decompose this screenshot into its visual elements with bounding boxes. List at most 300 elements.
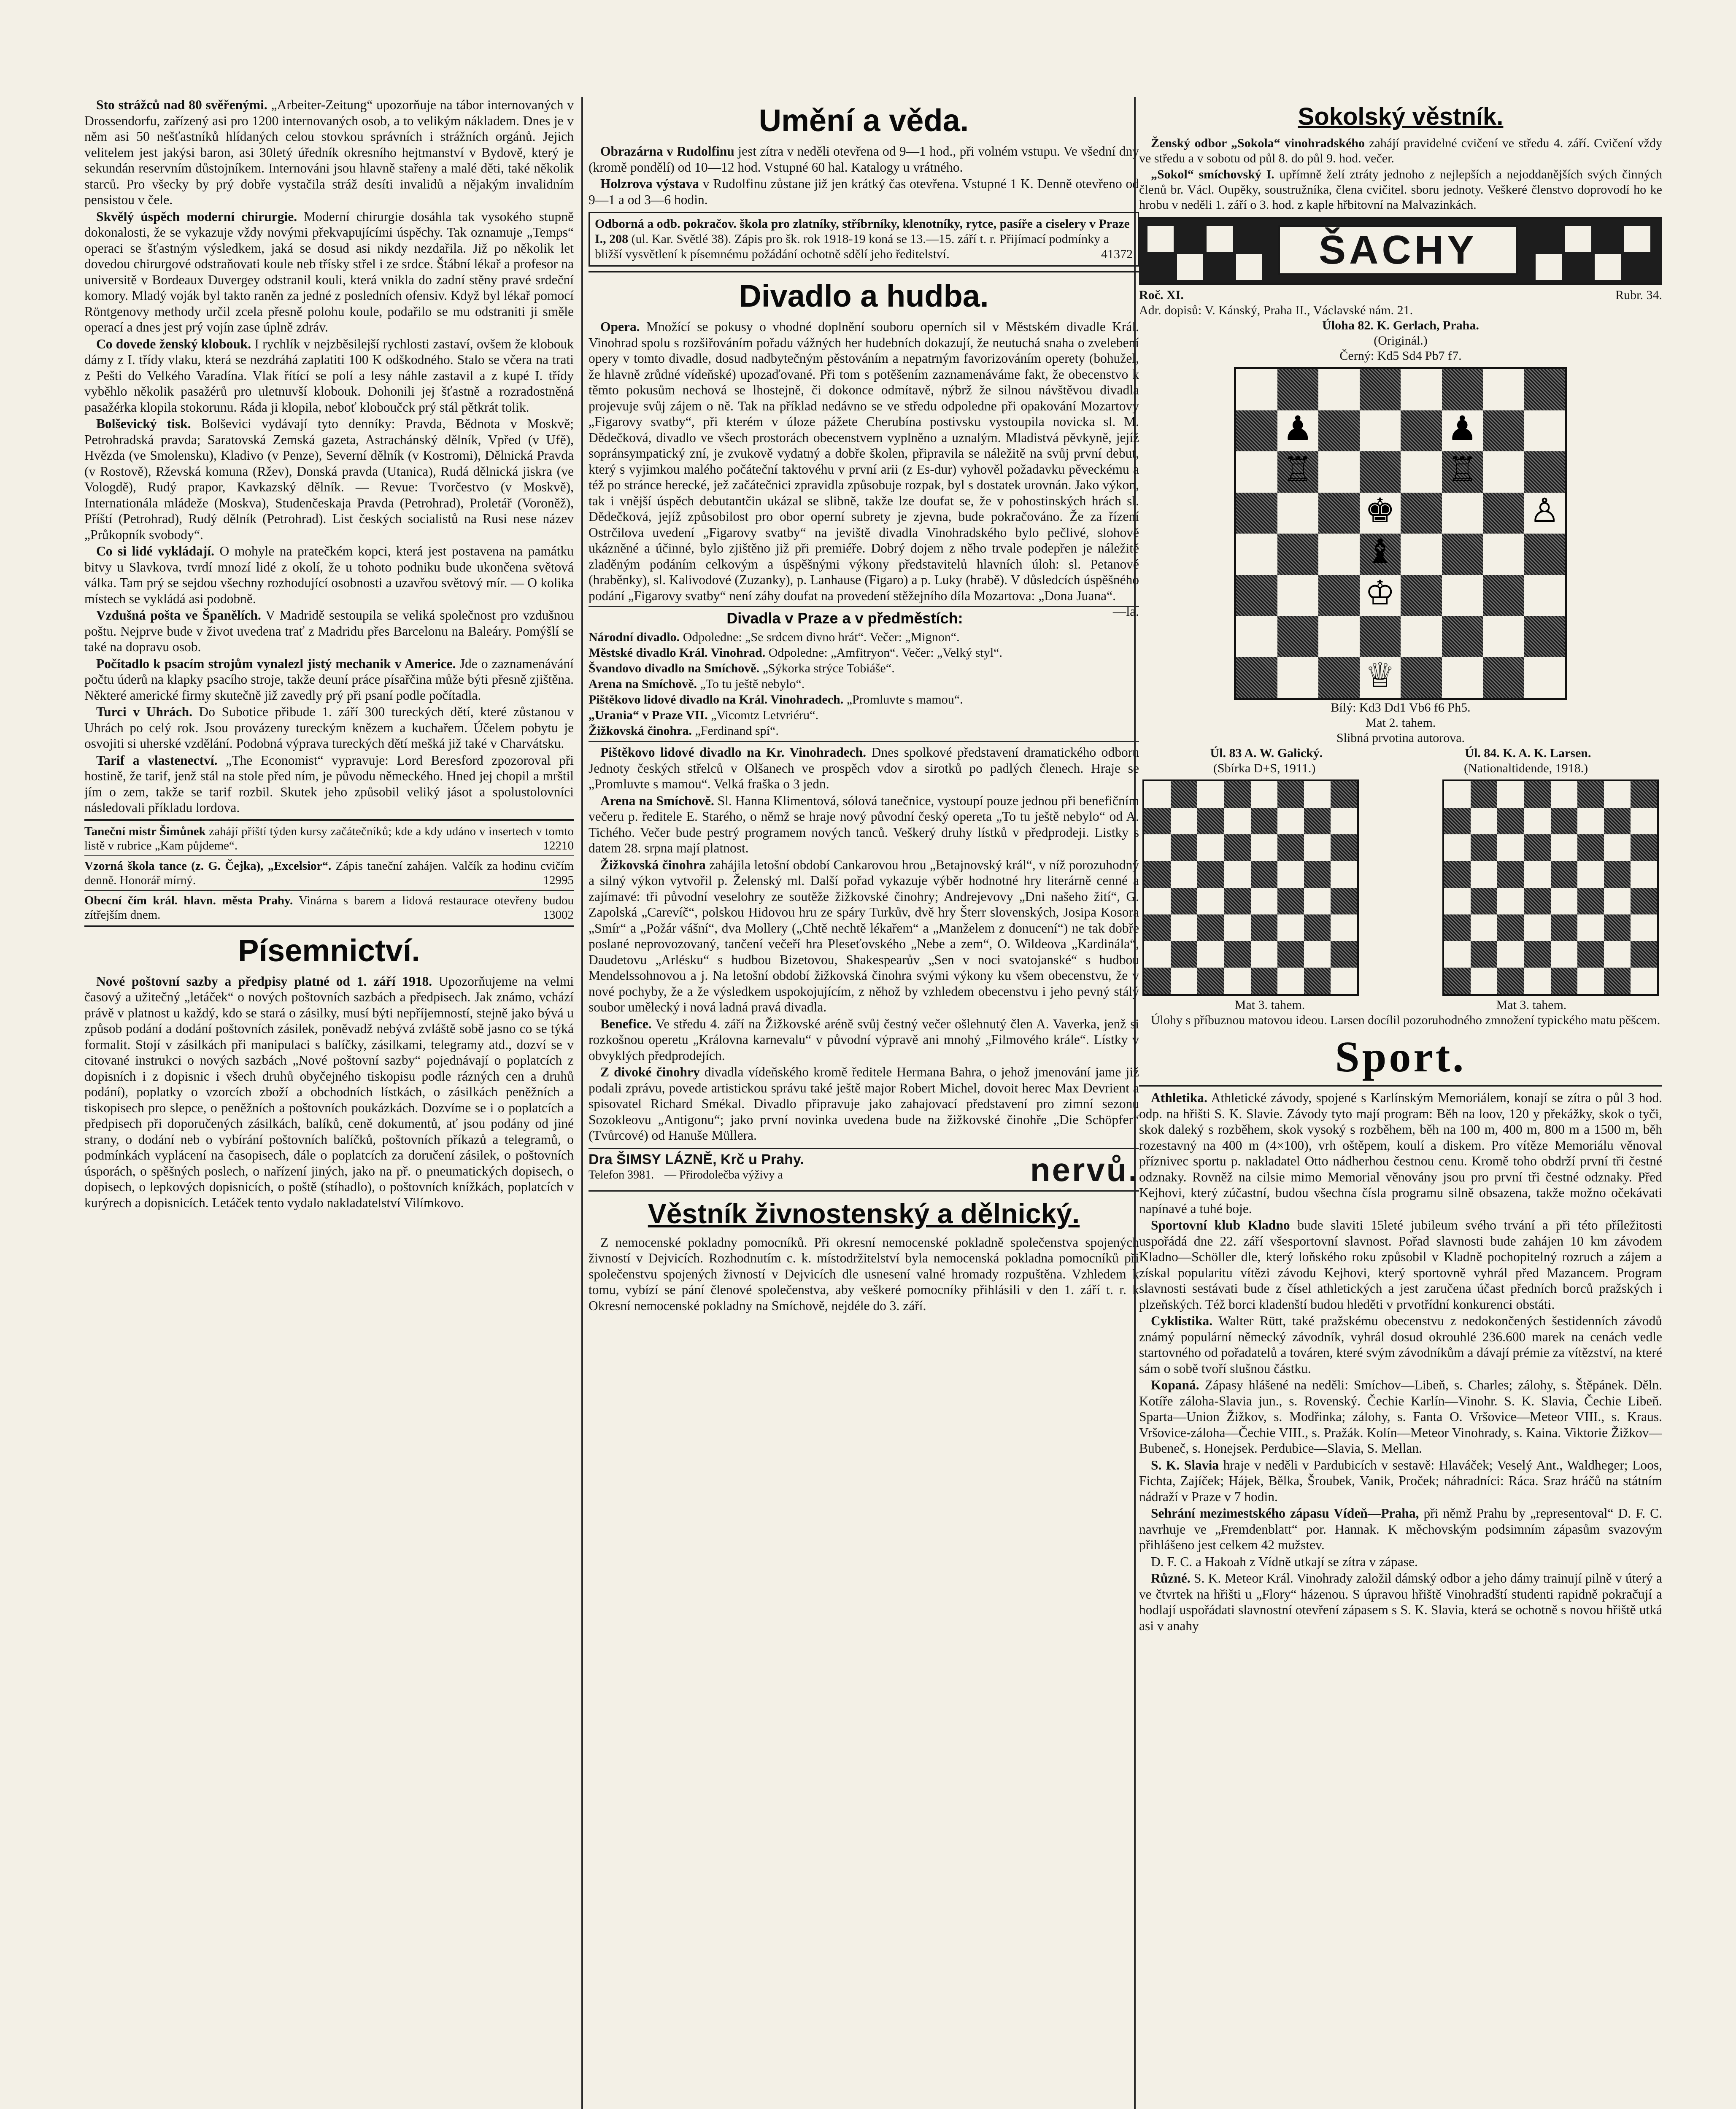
chess-square (1604, 861, 1631, 887)
chess-square (1631, 834, 1657, 861)
chess-square (1631, 781, 1657, 808)
chess-square (1144, 834, 1171, 861)
chess-square (1604, 968, 1631, 994)
chess-square (1144, 941, 1171, 968)
chess-square (1577, 808, 1604, 834)
classified-ad (84, 893, 574, 922)
chess-square (1483, 616, 1524, 657)
chess-square (1277, 914, 1304, 941)
chess-problem-83-mate: Mat 3. tahem. (1234, 998, 1305, 1012)
chess-square (1551, 888, 1577, 914)
chess-square (1236, 534, 1277, 575)
chess-piece-icon: ♟ (1282, 408, 1313, 448)
banner-square (1207, 226, 1233, 252)
chess-square (1604, 834, 1631, 861)
sokol-list (1139, 136, 1662, 213)
banner-square (1147, 226, 1174, 252)
article-text: v Rudolfinu zůstane již jen krátký čas otevřena. Vstupné 1 K. Denně otevřeno od 9—1 a od 3—6 hodin. (589, 176, 1139, 207)
chess-square (1331, 888, 1357, 914)
chess-square (1144, 781, 1171, 808)
chess-square (1304, 808, 1331, 834)
article-lead: Sto strážců nad 80 svěřenými. (96, 97, 267, 112)
chess-square (1444, 888, 1471, 914)
theatre-name: „Urania“ v Praze VII. (589, 708, 708, 722)
chess-piece-icon: ♔ (1365, 573, 1396, 612)
chess-square (1497, 888, 1524, 914)
column-middle (589, 97, 1139, 2109)
article-lead: Sportovní klub Kladno (1151, 1218, 1290, 1232)
chess-square (1236, 493, 1277, 534)
article-text: Upozorňujeme na velmi časový a užitečný „letáček“ o nových poštovních sazbách a předpisech. Jak známo, vchází právě v platnost u každý, kdo se stará o zásilky, musí býti nepříjemností, stejně jako bývá u způsob podání a dodání poštovních zásilek, poněvadž nebývá zvláště sobě jasno co se týká formalit. Stojí v zásilkách při manipulaci s balíčky, zásilkami, telegramy atd., dozví se v citované instrukci o nových sazbách „Nové poštovní sazby“ pojednávají o poplatcích z dopisních i z dopisnic i všech druhů obyčejného tiskopisu podle rázných cen a druhů podání), poplatky o vzorcích zboží a obchodních lístkách, o zásilkách peněžních a tiskopisech pro slepce, o peněžních a poštovních poukázkách. Dozvíme se i o poplatcích a předpisech při doporučených zásilkách, balíků, ceně dokumentů, ať jsou podány od jiné strany, o dodání neb o vybírání poštovních balíčků, poštovních příkazů a telegramů, o podmínkách vyplácení na časopisech, dále o poplatcích za doručení zásilek, o poštovních úsporách, o spěšných poslech, o nařízení jiných, jako na př. o pneumatických dopisech, o dopisech, o lepkových dopisnicích, o poště (stíhadlo), o poštovních knížkách, poplatcích v kurýrech a dopisnicích. Letáček tento vydalo nakladatelství Vilímkovo. (84, 974, 574, 1210)
chess-square (1224, 941, 1250, 968)
chess-square (1197, 914, 1224, 941)
chess-square (1401, 451, 1442, 493)
article (1139, 1090, 1662, 1216)
chess-square (1524, 575, 1566, 616)
theatre-show: „Vicomtz Letvriéru“. (711, 708, 818, 722)
chess-square (1524, 968, 1550, 994)
ad-lead: Obecní čím král. hlavn. města Prahy. (84, 893, 293, 907)
article-lead: Turci v Uhrách. (96, 704, 192, 719)
article (1139, 1554, 1662, 1570)
chess-square (1251, 914, 1277, 941)
chess-square (1251, 861, 1277, 887)
article (589, 1016, 1139, 1064)
chess-square (1483, 657, 1524, 699)
chess-square (1304, 888, 1331, 914)
chess-square (1304, 781, 1331, 808)
chess-rubric (1139, 288, 1662, 303)
article (84, 543, 574, 607)
chess-square (1331, 941, 1357, 968)
article (589, 793, 1139, 856)
chess-square (1577, 834, 1604, 861)
chess-square (1401, 410, 1442, 452)
article (84, 416, 574, 542)
chess-square (1318, 575, 1360, 616)
chess-square (1251, 781, 1277, 808)
article-lead: Obrazárna v Rudolfinu (600, 144, 734, 159)
article (1139, 1505, 1662, 1553)
chess-square (1171, 968, 1197, 994)
chess-square (1360, 616, 1401, 657)
chess-square (1197, 781, 1224, 808)
chess-square (1471, 781, 1497, 808)
chess-piece-icon: ♚ (1365, 491, 1396, 530)
article-text: I rychlík v nejzběsilejší rychlosti zastaví, ovšem že klobouk dámy z I. třídy vlaku, která se nezdráhá zaplatiti 100 K odškodného. Stalo se včera na trati z Pešti do Velkého Varadína. Vlak řítící se polí a lesy náhle zastavil a z kupé I. třídy vyběhlo několik pasažérů pro uletnuvší klobouk. Dohonili jej šťastně a rozradostněná pasažérka klopila stokorunu. Ráda ji klopila, neboť kloboučck prý stál pětkrát tolik. (84, 336, 574, 415)
chess-square (1444, 861, 1471, 887)
article (84, 209, 574, 335)
theatre-name: Švandovo divadlo na Smíchově. (589, 661, 760, 675)
article (589, 1064, 1139, 1143)
chess-square (1483, 493, 1524, 534)
section-heading-pisemnictvi: Písemnictví. (238, 933, 420, 968)
chess-square (1604, 808, 1631, 834)
chess-square (1483, 369, 1524, 410)
chess-square (1401, 657, 1442, 699)
chess-square (1304, 968, 1331, 994)
chess-square (1224, 861, 1250, 887)
column-rule (581, 97, 583, 2109)
divadlo-more-list (589, 744, 1139, 1143)
chess-square (1331, 861, 1357, 887)
chess-square (1224, 808, 1250, 834)
chess-small-sources (1139, 761, 1662, 776)
chess-banner (1139, 217, 1662, 285)
chess-note: Úlohy s příbuznou matovou ideou. Larsen docílil pozoruhodného zmnožení typického matu pěšcem. (1151, 1013, 1660, 1027)
chess-small-mates (1139, 998, 1662, 1013)
ad-number: 13002 (543, 908, 574, 922)
chess-piece-icon: ♖ (1447, 450, 1478, 489)
chess-square (1483, 410, 1524, 452)
article-lead: Pištěkovo lidové divadlo na Kr. Vinohradech. (600, 745, 867, 760)
chess-square (1497, 914, 1524, 941)
chess-square (1171, 941, 1197, 968)
chess-square (1360, 451, 1401, 493)
article (84, 336, 574, 415)
theatre-name: Arena na Smíchově. (589, 677, 697, 691)
section-heading-vestnik: Věstník živnostenský a dělnický. (648, 1197, 1080, 1229)
chess-square (1401, 616, 1442, 657)
article-lead: Arena na Smíchově. (600, 793, 714, 808)
chess-square (1197, 808, 1224, 834)
theatre-show: Odpoledne: „Amfitryon“. Večer: „Velký styl“. (768, 646, 1003, 660)
article-lead: Opera. (600, 319, 640, 334)
chess-square (1401, 575, 1442, 616)
chess-square (1483, 575, 1524, 616)
chess-square (1318, 369, 1360, 410)
theatre-program (589, 692, 1139, 707)
chess-square (1331, 968, 1357, 994)
article-lead: Co dovede ženský klobouk. (96, 336, 251, 351)
bath-word: nervů. (1030, 1151, 1139, 1188)
ad-lead: Vzorná škola tance (z. G. Čejka), „Excelsior“. (84, 859, 332, 873)
chess-square (1524, 861, 1550, 887)
chess-square (1483, 534, 1524, 575)
chess-square (1524, 808, 1550, 834)
article (84, 607, 574, 655)
article-text: Bolševici vydávají tyto denníky: Pravda, Bědnota v Moskvě; Petrohradská pravda; Saratovská Zemská gazeta, Astrachánský dělník, Vpřed (v Ufě), Hvězda (ve Smolensku), Kladivo (v Penze), Severní dělník (v Kostromi), Dělnická Pravda (v Rostově), Rževská komuna (Ržev), Donská pravda (Utanica), Rudá dělnická jiskra (ve Vologdě), Rudý prapor, Kavkazský dělník. — Revue: Tvorčestvo (v Moskvě), Internationála mládeže (Moskva), Studenčeskaja Pravda (Petrohrad), Proletář (Voroněž), Příští (Petrohrad), Rudý dělník (Petrohrad). List českých socialistů na Rusi nese název „Průkopník svobody“. (84, 416, 574, 542)
chess-square (1577, 888, 1604, 914)
chess-square (1277, 781, 1304, 808)
chess-square (1497, 941, 1524, 968)
chess-black: Černý: Kd5 Sd4 Pb7 f7. (1339, 349, 1462, 363)
chess-square (1444, 834, 1471, 861)
ad-text: Zápis taneční zahájen. Valčík za hodinu cvičím denně. Honorář mírný. (84, 859, 574, 887)
article-lead: Athletika. (1151, 1090, 1207, 1105)
section-heading-sport: Sport. (1335, 1033, 1466, 1081)
article-lead: Sehrání mezimestského zápasu Vídeň—Praha, (1151, 1506, 1419, 1521)
chess-square (1224, 888, 1250, 914)
ad-lead: Taneční mistr Šimůnek (84, 824, 206, 838)
article-lead: Nové poštovní sazby a předpisy platné od 1. září 1918. (96, 974, 432, 989)
chess-square (1197, 888, 1224, 914)
chess-small-boards (1142, 779, 1659, 996)
chess-square (1331, 781, 1357, 808)
chess-board-84 (1442, 779, 1659, 996)
theatre-name: Pištěkovo lidové divadlo na Král. Vinohradech. (589, 693, 844, 707)
chess-square (1318, 493, 1360, 534)
chess-square (1551, 861, 1577, 887)
article-lead: Kopaná. (1151, 1378, 1199, 1392)
banner-square (1536, 254, 1562, 280)
chess-square (1171, 781, 1197, 808)
chess-square (1251, 941, 1277, 968)
article-text: „Arbeiter-Zeitung“ upozorňuje na tábor internovaných v Drossendorfu, zařízený asi pro 1200 internovaných osob, a to velikým nákladem. Dnes je v něm asi 50 nešťastníků hlídaných celou stovkou správních i strážních orgánů. Jejich velitelem jest jakýsi baron, asi 30letý úředník okresního hejtmanství v Bydově, který je sekundán reservním důstojníkem. Internováni jsou hlavně stařeny a malé děti, také několik starců. Pro všecky by prý dobře vystačila stráž desíti invalidů a nějakým invalidním pensistou v čele. (84, 97, 574, 207)
chess-square (1483, 451, 1524, 493)
chess-square (1471, 914, 1497, 941)
article-lead: Holzrova výstava (600, 176, 699, 191)
chess-square (1497, 781, 1524, 808)
article-lead: Ženský odbor „Sokola“ vinohradského (1151, 136, 1365, 150)
theatre-program (589, 708, 1139, 723)
banner-square (1177, 254, 1203, 280)
ads-list (84, 824, 574, 922)
chess-square (1277, 534, 1319, 575)
chess-square (1631, 914, 1657, 941)
article-signature: —la. (1112, 604, 1139, 619)
chess-rubric-number: Rubr. 34. (1615, 288, 1662, 302)
article-lead: „Sokol“ smíchovský I. (1151, 167, 1274, 181)
chess-square (1304, 834, 1331, 861)
chess-square (1277, 575, 1319, 616)
article (589, 143, 1139, 175)
ad-lead: Odborná a odb. pokračov. škola pro zlatníky, stříbrníky, klenotníky, rytce, pasíře a ciselery v Praze I., 208 (595, 217, 1130, 246)
theatre-name: Městské divadlo Král. Vinohrad. (589, 646, 766, 660)
chess-square (1497, 968, 1524, 994)
chess-square (1277, 941, 1304, 968)
chess-square (1497, 808, 1524, 834)
article-lead: Bolševický tisk. (96, 416, 191, 431)
chess-problem-title: Úloha 82. K. Gerlach, Praha. (1322, 318, 1479, 332)
article (589, 857, 1139, 1015)
article-text: bude slaviti 15leté jubileum svého trvání a při této příležitosti uspořádá dne 22. září všesportovní slavnost. Pořad slavnosti bude zahájen 10 km závodem Kladno—Schöller dle, který loňského roku způsobil v Kladně pochopitelný rozruch a zájem a získal popularitu vítězi závodu Kejhovi, který sportovně vyhrál před Mazancem. Program slavnosti sestávati bude z čísel athletických a jest zaručena účast předních borců pražských i plzeňských. Též borci kladenští budou hleděti v prvotřídní konkurenci obstáti. (1139, 1218, 1662, 1312)
article-lead: Žižkovská činohra (600, 857, 706, 872)
chess-square (1471, 888, 1497, 914)
chess-square (1577, 781, 1604, 808)
article (1139, 167, 1662, 213)
chess-square (1442, 657, 1483, 699)
chess-square (1144, 888, 1171, 914)
column-left (84, 97, 574, 2109)
article-text: O mohyle na pratečkém kopci, která jest postavena na památku bitvy u Slavkova, tvrdí mnozí lidé z okolí, že u tohoto podniku bude ukončena světová válka. Tam prý se sejdou všechny rozhodující osobnosti a uzavřou světový mír. — O kolika místech se vykládá asi podobně. (84, 544, 574, 606)
divider (84, 890, 574, 891)
chess-square (1144, 914, 1171, 941)
theatre-show: „Ferdinand spí“. (695, 724, 779, 738)
chess-square (1577, 861, 1604, 887)
chess-square (1631, 808, 1657, 834)
chess-board-83 (1142, 779, 1359, 996)
article-text: při němž Prahu by „representoval“ D. F. C. navrhuje ve „Fremdenblatt“ por. Hannak. K měchovským podsimním zápasům svazovým přihlášeno jest celkem 42 mužstev. (1139, 1506, 1662, 1552)
article-text: S. K. Meteor Král. Vinohrady založil dámský odbor a jeho dámy trainují pilně v úterý a ve čtvrtek na hřišti u „Flory“ házenou. S úpravou hřiště Vinohradští studenti rapidně pokračují a hodlají uspořádati slavnostní otevření zápasem s S. K. Slavia, která se ochotně s novou hřiště utká asi v anahy (1139, 1571, 1662, 1633)
section-heading-sokol: Sokolský věstník. (1298, 103, 1504, 130)
chess-square (1304, 914, 1331, 941)
chess-square (1631, 861, 1657, 887)
article (1139, 136, 1662, 166)
chess-square (1577, 968, 1604, 994)
chess-square (1224, 914, 1250, 941)
chess-square (1551, 941, 1577, 968)
chess-square (1197, 941, 1224, 968)
chess-square (1236, 451, 1277, 493)
article (1139, 1377, 1662, 1456)
chess-square (1331, 834, 1357, 861)
theatre-show: „Promluvte s mamou“. (846, 693, 963, 707)
article-text: Jde o zaznamenávání počtu úderů na klapky psacího stroje, takže deuní práce písařčina může býti přesně zjištěna. Některé americké firmy skutečně již zavedly prý při psaní podle počítadla. (84, 656, 574, 703)
chess-square (1144, 968, 1171, 994)
chess-square (1471, 808, 1497, 834)
chess-volume: Roč. XI. (1139, 288, 1184, 302)
chess-square (1471, 941, 1497, 968)
chess-square (1631, 941, 1657, 968)
article-text: upřímně želí ztráty jednoho z nejlepších a nejoddanějších svých činných členů br. Václ. Oupěky, soustružníka, člena cvičitel. sboru jednoty. Veškeré členstvo doprovodí ho ke hrobu v neděli 1. září o 3. hod. z kaple hřbitovní na Malvazinkách. (1139, 167, 1662, 212)
article-text: Zápasy hlášené na neděli: Smíchov—Libeň, s. Charles; zálohy, s. Štěpánek. Děln. Kotíře záloha-Slavia jun., s. Rovenský. Čechie Karlín—Vinohr. S. K. Slavia, Čechie Libeň. Sparta—Union Žižkov, s. Modřinka; zálohy, s. Fanta O. Vršovice—Meteor VIII., s. Kraus. Vršovice-záloha—Čechie VIII., s. Pražák. Kolín—Meteor Vinohrady, s. Kaina. Viktorie Žižkov—Bubeneč, s. Honejsek. Perdubice—Slavia, S. Mellan. (1139, 1378, 1662, 1456)
chess-square (1318, 534, 1360, 575)
chess-square (1197, 834, 1224, 861)
bath-phone: Telefon 3981. (589, 1168, 654, 1181)
chess-square (1236, 575, 1277, 616)
chess-small-titles (1139, 746, 1662, 761)
article (589, 744, 1139, 792)
chess-problem-83-title: Úl. 83 A. W. Galický. (1210, 746, 1323, 760)
chess-square (1444, 781, 1471, 808)
chess-board-main (1234, 367, 1567, 700)
chess-square (1444, 941, 1471, 968)
banner-square (1595, 254, 1621, 280)
bath-name: Dra ŠIMSY LÁZNĚ, Krč u Prahy. (589, 1151, 804, 1168)
chess-square (1444, 808, 1471, 834)
chess-square (1631, 888, 1657, 914)
divider (84, 819, 574, 821)
chess-problem-84-mate: Mat 3. tahem. (1496, 998, 1567, 1012)
chess-square (1277, 616, 1319, 657)
chess-square (1171, 914, 1197, 941)
article-lead: Z divoké činohry (600, 1065, 700, 1079)
article (1139, 1217, 1662, 1312)
chess-square (1277, 369, 1319, 410)
chess-square (1551, 781, 1577, 808)
chess-square (1604, 914, 1631, 941)
article-pisemnictvi (84, 974, 574, 1211)
chess-square (1524, 888, 1550, 914)
chess-square (1401, 493, 1442, 534)
chess-square (1236, 369, 1277, 410)
chess-problem-84-source: (Nationaltidende, 1918.) (1464, 761, 1588, 775)
chess-square (1277, 861, 1304, 887)
classified-ad (84, 859, 574, 887)
article-vestnik: Z nemocenské pokladny pomocníků. Při okresní nemocenské pokladně společenstva spojených živností v Dejvicích. Rozhodnutím c. k. místodržitelství byla nemocenská pokladna pomocníků při společenstvu spojených živností v Dejvicích dle usnesení valné hromady rozpuštěna. Vzhledem k tomu, vybízí se pání členové společenstva, aby veškeré pomocníky přihlásili v den 1. září t. r. k Okresní nemocenské pokladny na Smíchově, nejdéle do 3. září. (589, 1235, 1139, 1313)
chess-square (1524, 534, 1566, 575)
chess-square (1604, 888, 1631, 914)
article-lead: Skvělý úspěch moderní chirurgie. (96, 209, 297, 224)
chess-square (1577, 914, 1604, 941)
chess-square (1551, 914, 1577, 941)
chess-square (1551, 808, 1577, 834)
divider (589, 741, 1139, 742)
theatre-program (589, 723, 1139, 739)
chess-square (1224, 968, 1250, 994)
chess-square (1277, 888, 1304, 914)
bath-ad (589, 1148, 1139, 1192)
programs-heading: Divadla v Praze a v předměstích: (726, 610, 963, 627)
article (1139, 1570, 1662, 1634)
chess-square (1251, 968, 1277, 994)
article-lead: Počítadlo k psacím strojům vynalezl jistý mechanik v Americe. (96, 656, 456, 671)
chess-square (1471, 834, 1497, 861)
chess-piece-icon: ♙ (1529, 491, 1560, 530)
article-lead: Cyklistika. (1151, 1313, 1213, 1328)
chess-problem-83-source: (Sbírka D+S, 1911.) (1213, 761, 1316, 775)
chess-square (1524, 369, 1566, 410)
chess-square (1524, 410, 1566, 452)
article (84, 97, 574, 208)
chess-square (1444, 968, 1471, 994)
chess-square (1551, 968, 1577, 994)
chess-problem-84-title: Úl. 84. K. A. K. Larsen. (1465, 746, 1591, 760)
chess-square (1401, 369, 1442, 410)
chess-piece-icon: ♝ (1365, 532, 1396, 572)
chess-square (1524, 451, 1566, 493)
chess-square (1497, 834, 1524, 861)
article-text: Dnes spolkové představení dramatického odboru Jednoty českých střelců v Olšanech ve prospěch vdov a sirotků po padlých členech. Hraje se „Promluvte s mamou“. Velká fraška o 3 jedn. (589, 745, 1139, 791)
chess-mate: Mat 2. tahem. (1365, 716, 1436, 730)
theatre-program (589, 661, 1139, 676)
chess-white: Bílý: Kd3 Dd1 Vb6 f6 Ph5. (1331, 701, 1471, 715)
chess-banner-title: ŠACHY (1278, 225, 1518, 275)
chess-square (1524, 941, 1550, 968)
chess-square (1171, 888, 1197, 914)
article-text: „The Economist“ vypravuje: Lord Beresford zpozoroval při hostině, že tarif, jenž stál na stole před ním, je původu německého. Hned jej chopil a mrštil jím o zem, takže se tarif rozbil. Skutek jeho způsobil veliký jásot a spolustolovníci následovali příkladu lordova. (84, 752, 574, 815)
theatre-program (589, 677, 1139, 692)
news-list (84, 97, 574, 816)
chess-piece-icon: ♕ (1365, 655, 1396, 695)
chess-square (1277, 493, 1319, 534)
article-text: Ve středu 4. září na Žižkovské aréně svůj čestný večer ošlehnutý člen A. Vaverka, jenž si rozkošnou operetu „Královna karnevalu“ v původní výpravě ani mnohý „Filmového krále“. Lístky v obvyklých předprodejích. (589, 1016, 1139, 1063)
chess-square (1401, 534, 1442, 575)
article-text: D. F. C. a Hakoah z Vídně utkají se zítra v zápase. (1151, 1554, 1418, 1569)
sport-list (1139, 1090, 1662, 1634)
chess-square (1444, 914, 1471, 941)
ad-text: (ul. Kar. Světlé 38). Zápis pro šk. rok 1918-19 koná se 13.—15. září t. r. Přijímací podmínky a bližší vysvětlení k písemnému požádání ochotně sdělí jeho ředitelství. (595, 232, 1109, 261)
article-lead: S. K. Slavia (1151, 1457, 1219, 1473)
article-text: jest zítra v neděli otevřena od 9—1 hod., při volném vstupu. Ve všední dny (kromě pondělí) od 10—12 hod. Vstupné 60 hal. Katalogy u vrátného. (589, 144, 1139, 175)
ad-text: zahájí příští týden kursy začátečníků; kde a kdy udáno v insertech v tomto listě v rubrice „Kam půjdeme“. (84, 824, 574, 852)
ad-text: Vinárna s barem a lidová restaurace otevřeny budou zítřejším dnem. (84, 893, 574, 922)
article (1139, 1313, 1662, 1376)
chess-square (1236, 616, 1277, 657)
article (1139, 1457, 1662, 1505)
article-text: Do Subotice přibude 1. září 300 tureckých dětí, které zůstanou v Uhrách po celý rok. Jsou provázeny tureckým knězem a kuchařem. Účelem pobytu je osvojiti si uherské vzdělání. Podobná výprava tureckých dětí mešká již také v Charvátsku. (84, 704, 574, 751)
chess-square (1442, 575, 1483, 616)
chess-square (1331, 808, 1357, 834)
chess-square (1144, 808, 1171, 834)
section-heading-umeni: Umění a věda. (759, 103, 969, 138)
article-text: Sl. Hanna Klimentová, sólová tanečnice, vystoupí pouze jednou při benefičním večeru p. ředitele E. Starého, o němž se hraje nový původní český opereta „To tu ještě nebylo“ od A. Tichého. Večer bude pestrý programem nových tanců. Veškerý druhy lístků v předprodeji. Listky s datem 28. srpna mají platnost. (589, 793, 1139, 855)
chess-square (1318, 451, 1360, 493)
chess-square (1251, 834, 1277, 861)
chess-square (1251, 888, 1277, 914)
theatre-show: „To tu ještě nebylo“. (700, 677, 805, 691)
chess-piece-icon: ♖ (1282, 450, 1313, 489)
chess-square (1251, 808, 1277, 834)
article-lead: Benefice. (600, 1016, 652, 1031)
article (589, 176, 1139, 208)
chess-square (1604, 941, 1631, 968)
school-ad (589, 212, 1139, 267)
chess-square (1551, 834, 1577, 861)
chess-square (1304, 941, 1331, 968)
chess-square (1277, 968, 1304, 994)
